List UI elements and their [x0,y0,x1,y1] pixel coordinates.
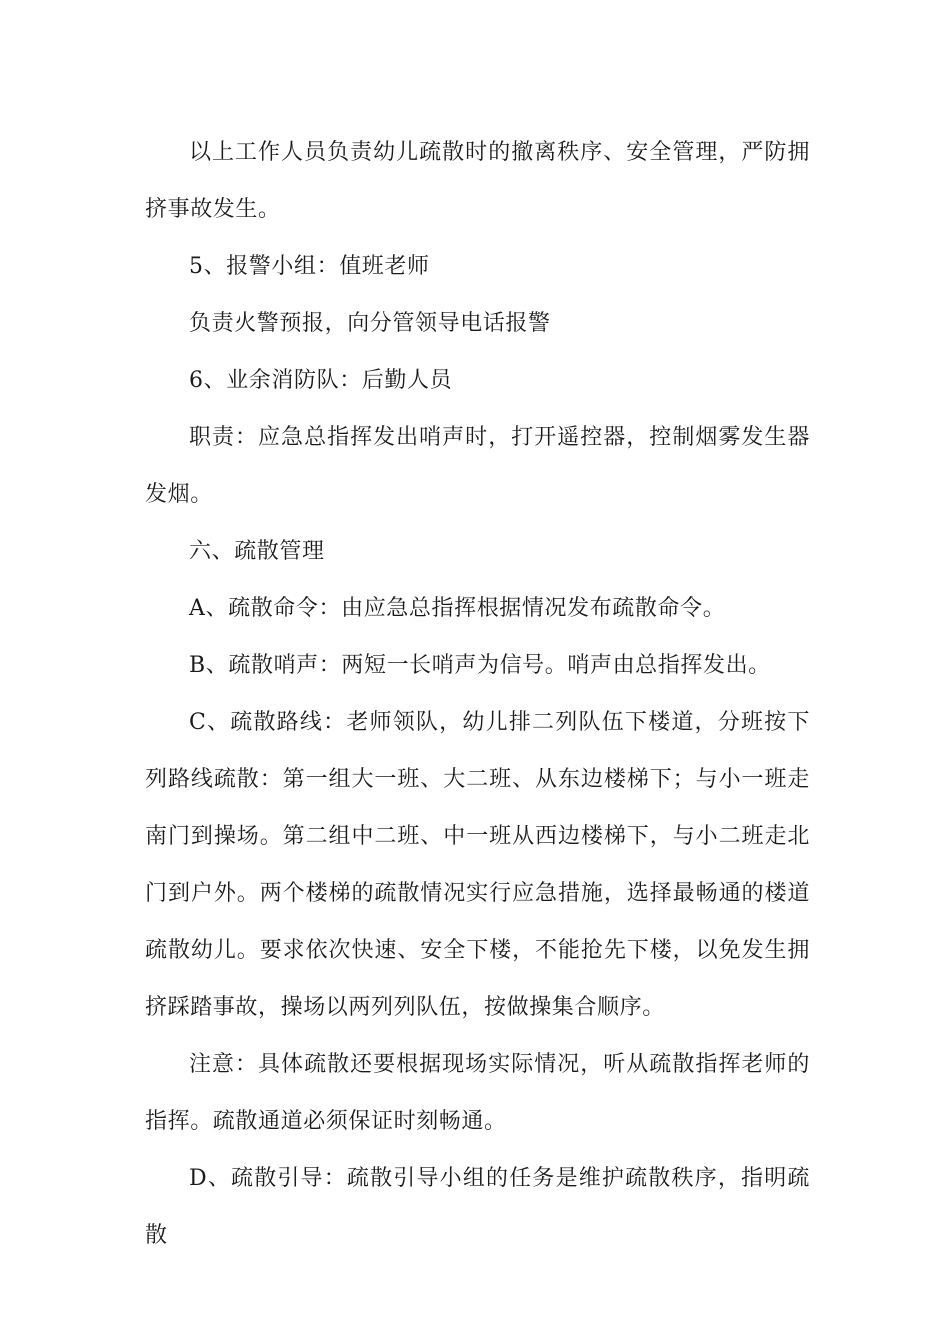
paragraph-alarm-duty: 负责火警预报，向分管领导电话报警 [189,311,551,336]
paragraph-fire-brigade-duty: 职责：应急总指挥发出哨声时，打开遥控器，控制烟雾发生器发烟。 [145,425,810,507]
paragraph-evacuation-order: A、疏散命令：由应急总指挥根据情况发布疏散命令。 [189,596,726,621]
paragraph-evacuation-route: C、疏散路线：老师领队，幼儿排二列队伍下楼道，分班按下列路线疏散：第一组大一班、大二班、从东边楼梯下；与小一班走南门到操场。第二组中二班、中一班从西边楼梯下，与小二班走北门到户外。两个楼梯的疏散情况实行应急措施，选择最畅通的楼道疏散幼儿。要求依次快速、安全下楼，不能抢先下楼，以免发生拥挤踩踏事故，操场以两列列队伍，按做操集合顺序。 [145,710,810,1020]
paragraph-evacuation-guide: D、疏散引导：疏散引导小组的任务是维护疏散秩序，指明疏散 [145,1166,810,1248]
paragraph-evacuation-whistle: B、疏散哨声：两短一长哨声为信号。哨声由总指挥发出。 [189,653,771,678]
document-body [145,124,810,1264]
paragraph-note: 注意：具体疏散还要根据现场实际情况，听从疏散指挥老师的指挥。疏散通道必须保证时刻畅通。 [145,1052,810,1134]
paragraph-fire-brigade: 6、业余消防队：后勤人员 [189,368,453,393]
paragraph-alarm-group: 5、报警小组：值班老师 [189,254,430,279]
paragraph-staff-duty: 以上工作人员负责幼儿疏散时的撤离秩序、安全管理，严防拥挤事故发生。 [145,140,810,222]
section-heading-evacuation: 六、疏散管理 [189,539,325,564]
